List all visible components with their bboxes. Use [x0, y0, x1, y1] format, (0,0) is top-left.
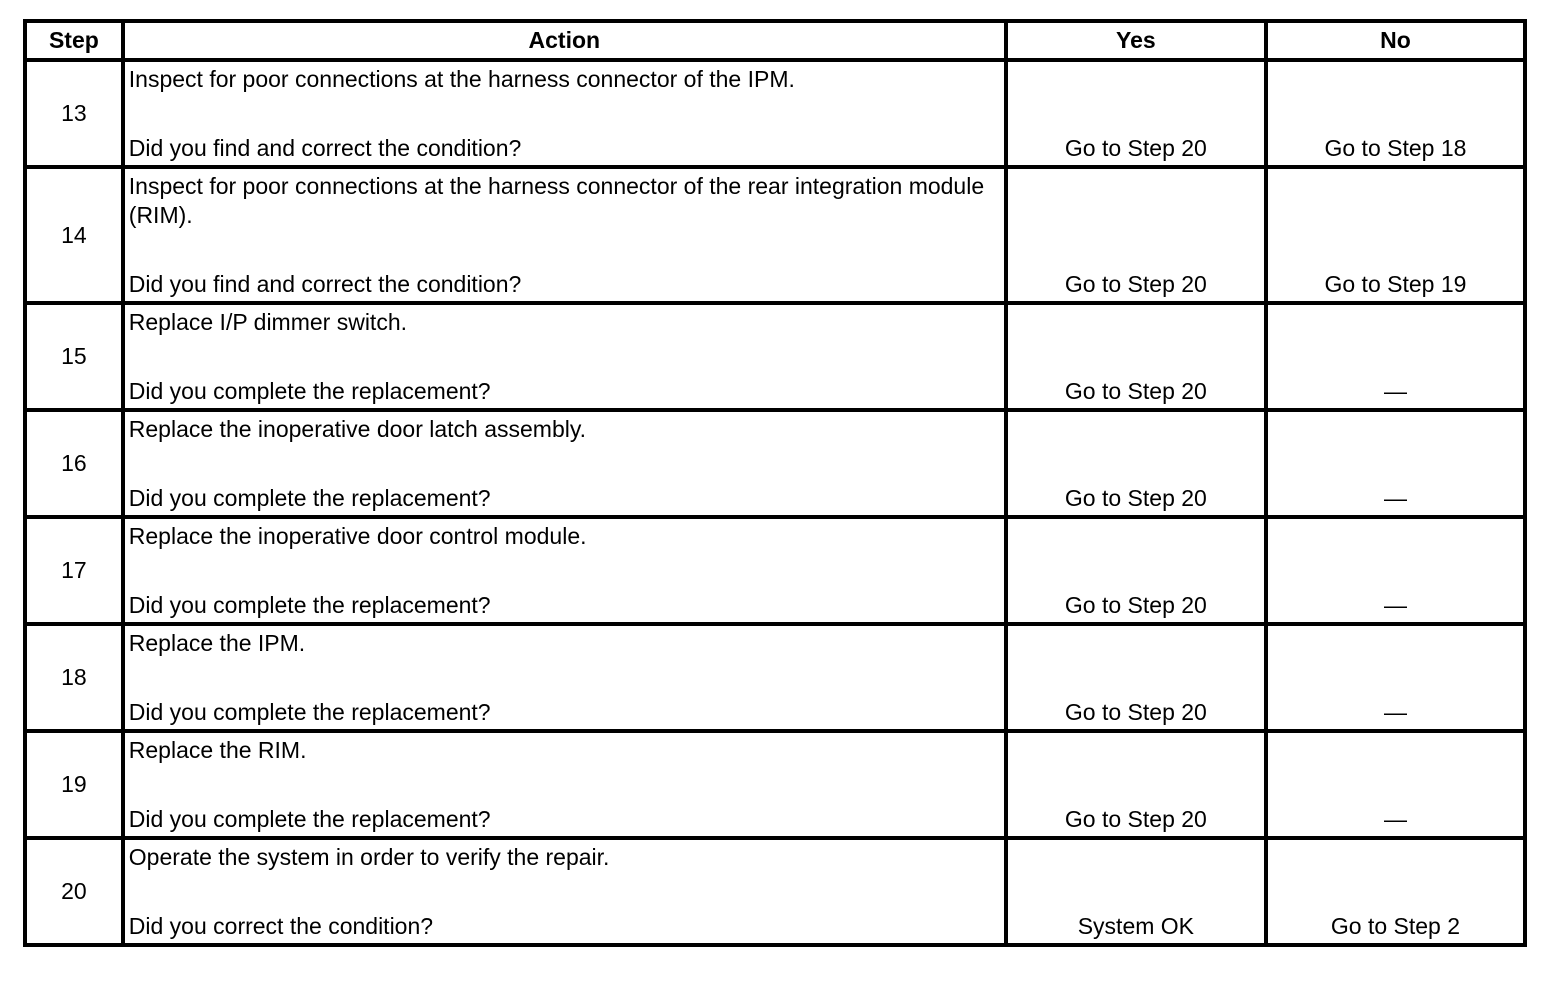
action-question: Did you complete the replacement? [128, 806, 491, 832]
table-row [25, 167, 1525, 303]
yes-result: Go to Step 20 [1006, 167, 1266, 303]
action-cell [123, 303, 1006, 410]
action-cell [123, 410, 1006, 517]
action-question: Did you find and correct the condition? [128, 271, 522, 297]
no-result: Go to Step 18 [1266, 60, 1525, 167]
action-instruction: Replace the IPM. [128, 630, 306, 656]
action-cell [123, 624, 1006, 731]
no-result: — [1266, 303, 1525, 410]
diagnostic-steps-table [23, 19, 1527, 947]
action-question: Did you correct the condition? [128, 913, 434, 939]
header-row [25, 21, 1525, 60]
step-number: 17 [25, 517, 123, 624]
table-row [25, 624, 1525, 731]
action-cell [123, 838, 1006, 945]
action-cell [123, 167, 1006, 303]
action-question: Did you find and correct the condition? [128, 135, 522, 161]
yes-result: Go to Step 20 [1006, 303, 1266, 410]
yes-result: Go to Step 20 [1006, 731, 1266, 838]
action-cell [123, 731, 1006, 838]
action-cell [123, 60, 1006, 167]
no-result: Go to Step 2 [1266, 838, 1525, 945]
action-cell [123, 517, 1006, 624]
action-instruction: Inspect for poor connections at the harness connector of the rear integration module (RIM). [128, 173, 985, 228]
action-question: Did you complete the replacement? [128, 378, 491, 404]
table-row [25, 303, 1525, 410]
action-instruction: Replace I/P dimmer switch. [128, 309, 408, 335]
step-number: 13 [25, 60, 123, 167]
step-number: 20 [25, 838, 123, 945]
action-question: Did you complete the replacement? [128, 699, 491, 725]
table-row [25, 517, 1525, 624]
step-number: 15 [25, 303, 123, 410]
table-row [25, 60, 1525, 167]
action-instruction: Inspect for poor connections at the harness connector of the IPM. [128, 66, 795, 92]
no-result: Go to Step 19 [1266, 167, 1525, 303]
action-instruction: Replace the inoperative door control module. [128, 523, 587, 549]
yes-result: Go to Step 20 [1006, 517, 1266, 624]
action-instruction: Operate the system in order to verify the repair. [128, 844, 610, 870]
no-result: — [1266, 410, 1525, 517]
yes-result: Go to Step 20 [1006, 624, 1266, 731]
header-no: No [1266, 21, 1525, 60]
action-question: Did you complete the replacement? [128, 592, 491, 618]
no-result: — [1266, 624, 1525, 731]
action-question: Did you complete the replacement? [128, 485, 491, 511]
step-number: 14 [25, 167, 123, 303]
action-instruction: Replace the RIM. [128, 737, 307, 763]
step-number: 16 [25, 410, 123, 517]
yes-result: Go to Step 20 [1006, 410, 1266, 517]
yes-result: System OK [1006, 838, 1266, 945]
header-action: Action [123, 21, 1006, 60]
step-number: 18 [25, 624, 123, 731]
no-result: — [1266, 731, 1525, 838]
header-yes: Yes [1006, 21, 1266, 60]
header-step: Step [25, 21, 123, 60]
action-instruction: Replace the inoperative door latch assembly. [128, 416, 587, 442]
table-row [25, 731, 1525, 838]
step-number: 19 [25, 731, 123, 838]
table-row [25, 410, 1525, 517]
yes-result: Go to Step 20 [1006, 60, 1266, 167]
no-result: — [1266, 517, 1525, 624]
table-row [25, 838, 1525, 945]
